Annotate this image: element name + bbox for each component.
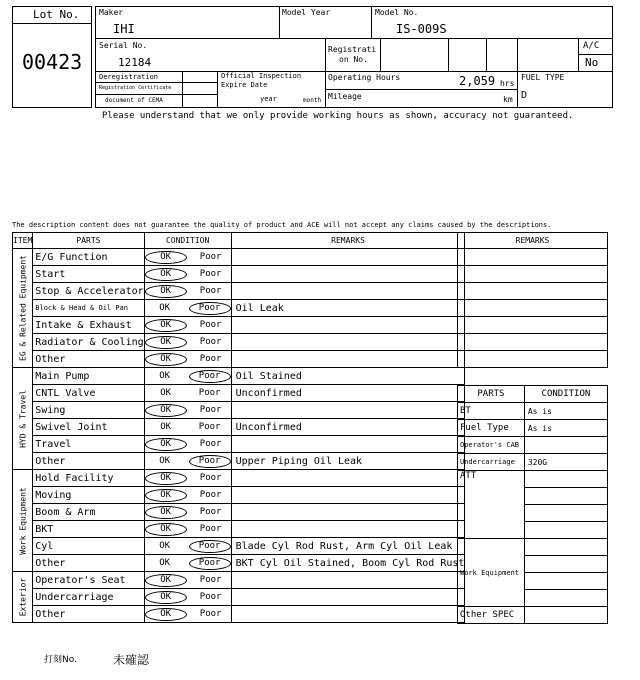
table-row bbox=[13, 300, 465, 317]
registration-certificate-label: Registration Certificate bbox=[99, 85, 172, 91]
operating-hours-label: Operating Hours bbox=[328, 73, 401, 82]
remark-cell bbox=[231, 470, 465, 487]
deregistration-label: Deregistration bbox=[99, 73, 159, 81]
parts-row bbox=[458, 471, 608, 488]
part-name: Radiator & Cooling bbox=[33, 334, 144, 351]
maker-label: Maker bbox=[99, 8, 124, 17]
condition-cell bbox=[144, 300, 231, 317]
condition-cell bbox=[144, 606, 231, 623]
table-row bbox=[13, 487, 465, 504]
parts-value-cell bbox=[524, 573, 607, 590]
ok-option: OK bbox=[145, 268, 187, 281]
remark-cell bbox=[231, 317, 465, 334]
table-row bbox=[13, 470, 465, 487]
poor-option: Poor bbox=[199, 472, 222, 483]
ok-option: OK bbox=[145, 336, 187, 349]
part-name: CNTL Valve bbox=[33, 385, 144, 402]
lot-no: 00423 bbox=[22, 50, 83, 74]
ok-option: OK bbox=[159, 540, 171, 551]
parts-value-cell bbox=[524, 488, 607, 505]
parts-row bbox=[458, 454, 608, 471]
condition-cell bbox=[144, 504, 231, 521]
poor-option: Poor bbox=[199, 506, 222, 517]
part-name: Swing bbox=[33, 402, 144, 419]
side-remarks-header: REMARKS bbox=[458, 233, 608, 249]
remark-cell bbox=[231, 402, 465, 419]
side-remark-cell bbox=[458, 300, 608, 317]
model-no-label: Model No. bbox=[375, 8, 419, 17]
poor-option: Poor bbox=[199, 336, 222, 347]
poor-option: Poor bbox=[199, 285, 222, 296]
remark-cell bbox=[231, 521, 465, 538]
part-name: Boom & Arm bbox=[33, 504, 144, 521]
ok-option: OK bbox=[145, 608, 187, 621]
model-year-label: Model Year bbox=[282, 8, 331, 17]
condition-cell bbox=[144, 402, 231, 419]
table-row bbox=[13, 555, 465, 572]
poor-option: Poor bbox=[199, 404, 222, 415]
parts-col-header: PARTS bbox=[458, 386, 525, 403]
side-remark-row bbox=[458, 266, 608, 283]
condition-cell bbox=[144, 334, 231, 351]
condition-cell bbox=[144, 470, 231, 487]
fuel-type-label: FUEL TYPE bbox=[521, 73, 565, 82]
att-label: ATT bbox=[458, 471, 525, 539]
ac-label: A/C bbox=[583, 41, 600, 51]
description-notice: The description content does not guarantee the quality of product and ACE will not accept any claims caused by the descriptions. bbox=[12, 221, 552, 229]
poor-option: Poor bbox=[199, 574, 222, 585]
side-remarks-table bbox=[457, 232, 608, 368]
part-name: Start bbox=[33, 266, 144, 283]
ok-option: OK bbox=[160, 388, 172, 398]
parts-value-cell bbox=[524, 539, 607, 556]
table-row bbox=[13, 402, 465, 419]
condition-cell bbox=[144, 555, 231, 572]
poor-option: Poor bbox=[199, 353, 222, 364]
ok-option: OK bbox=[159, 455, 171, 466]
part-name: Stop & Accelerator bbox=[33, 283, 144, 300]
condition-table bbox=[12, 232, 465, 623]
table-row bbox=[13, 368, 465, 385]
side-remark-row bbox=[458, 249, 608, 266]
condition-cell bbox=[144, 521, 231, 538]
item-group-label: HYD & Travel bbox=[18, 389, 28, 448]
ok-option: OK bbox=[145, 472, 187, 485]
part-name: Other bbox=[33, 555, 144, 572]
ok-option: OK bbox=[145, 489, 187, 502]
remark-cell: Oil Leak bbox=[231, 300, 465, 317]
side-remark-cell bbox=[458, 249, 608, 266]
parts-value-cell bbox=[524, 471, 607, 488]
remark-cell bbox=[231, 436, 465, 453]
document-cema-label: document of CEMA bbox=[105, 97, 163, 104]
remark-cell bbox=[231, 249, 465, 266]
ok-option: OK bbox=[145, 574, 187, 587]
item-group-cell bbox=[13, 368, 33, 470]
remark-cell: Unconfirmed bbox=[231, 419, 465, 436]
part-name: Intake & Exhaust bbox=[33, 317, 144, 334]
parts-row-part: Operator's CAB bbox=[458, 437, 525, 454]
condition-cell bbox=[144, 419, 231, 436]
table-row bbox=[13, 351, 465, 368]
condition-cell bbox=[144, 487, 231, 504]
part-name: Hold Facility bbox=[33, 470, 144, 487]
ok-option: OK bbox=[145, 251, 187, 264]
model-no-value: IS-009S bbox=[396, 22, 447, 36]
parts-condition-table bbox=[457, 385, 608, 624]
table-row bbox=[13, 521, 465, 538]
condition-cell bbox=[144, 368, 231, 385]
poor-option: Poor bbox=[198, 422, 221, 432]
remarks-header: REMARKS bbox=[231, 233, 465, 249]
condition-col-header: CONDITION bbox=[524, 386, 607, 403]
table-row bbox=[13, 266, 465, 283]
poor-option: Poor bbox=[189, 370, 231, 383]
km-unit: km bbox=[503, 95, 513, 104]
fuel-type-value: D bbox=[521, 90, 528, 101]
parts-row-part: Undercarriage bbox=[458, 454, 525, 471]
poor-option: Poor bbox=[199, 251, 222, 262]
month-label: month bbox=[303, 97, 322, 104]
other-spec-label: Other SPEC bbox=[458, 607, 525, 624]
remark-cell bbox=[231, 283, 465, 300]
side-remark-row bbox=[458, 283, 608, 300]
condition-cell bbox=[144, 283, 231, 300]
ok-option: OK bbox=[159, 302, 171, 313]
stamp-no-label: 打刻No. bbox=[44, 655, 77, 665]
condition-cell bbox=[144, 385, 231, 402]
item-header: ITEM bbox=[13, 233, 33, 249]
remark-cell: Upper Piping Oil Leak bbox=[231, 453, 465, 470]
condition-cell bbox=[144, 351, 231, 368]
ok-option: OK bbox=[159, 557, 171, 568]
ok-option: OK bbox=[145, 285, 187, 298]
ac-value: No bbox=[585, 56, 599, 69]
table-row bbox=[13, 538, 465, 555]
table-row bbox=[13, 453, 465, 470]
parts-row-part: Fuel Type bbox=[458, 420, 525, 437]
poor-option: Poor bbox=[189, 540, 231, 553]
operating-hours-value: 2,059 bbox=[459, 74, 496, 88]
condition-cell bbox=[144, 538, 231, 555]
remark-cell: Unconfirmed bbox=[231, 385, 465, 402]
poor-option: Poor bbox=[199, 438, 222, 449]
remark-cell bbox=[231, 351, 465, 368]
ok-option: OK bbox=[145, 523, 187, 536]
poor-option: Poor bbox=[189, 557, 231, 570]
side-remark-row bbox=[458, 351, 608, 368]
lot-no-label: Lot No. bbox=[33, 8, 80, 21]
ok-option: OK bbox=[145, 353, 187, 366]
remark-cell bbox=[231, 572, 465, 589]
remark-cell bbox=[231, 487, 465, 504]
maker-value: IHI bbox=[113, 22, 135, 36]
official-inspection-label-1: Official Inspection bbox=[221, 72, 302, 80]
ok-option: OK bbox=[145, 438, 187, 451]
condition-cell bbox=[144, 572, 231, 589]
mileage-label: Mileage bbox=[328, 92, 362, 101]
part-name: Cyl bbox=[33, 538, 144, 555]
registration-label-2: on No. bbox=[339, 55, 368, 64]
side-remark-cell bbox=[458, 317, 608, 334]
item-group-cell bbox=[13, 572, 33, 623]
hrs-unit: hrs bbox=[500, 79, 515, 88]
remark-cell: Blade Cyl Rod Rust, Arm Cyl Oil Leak bbox=[231, 538, 465, 555]
ok-option: OK bbox=[145, 506, 187, 519]
parts-value-cell bbox=[524, 607, 607, 624]
part-name: Block & Head & Oil Pan bbox=[33, 300, 144, 317]
poor-option: Poor bbox=[189, 302, 231, 315]
work-equipment-label: Work Equipment bbox=[458, 539, 525, 607]
table-row bbox=[13, 436, 465, 453]
serial-no-value: 12184 bbox=[118, 56, 152, 69]
ok-option: OK bbox=[159, 370, 171, 381]
remark-cell bbox=[231, 334, 465, 351]
remark-cell: BKT Cyl Oil Stained, Boom Cyl Rod Rust bbox=[231, 555, 465, 572]
remark-cell bbox=[231, 266, 465, 283]
remark-cell bbox=[231, 504, 465, 521]
part-name: E/G Function bbox=[33, 249, 144, 266]
poor-option: Poor bbox=[199, 523, 222, 534]
ok-option: OK bbox=[145, 591, 187, 604]
parts-value-cell bbox=[524, 505, 607, 522]
part-name: Moving bbox=[33, 487, 144, 504]
condition-cell bbox=[144, 249, 231, 266]
stamp-no-value: 未確認 bbox=[113, 653, 150, 667]
part-name: BKT bbox=[33, 521, 144, 538]
item-group-label: Exterior bbox=[18, 577, 28, 617]
poor-option: Poor bbox=[199, 319, 222, 330]
poor-option: Poor bbox=[198, 388, 221, 398]
registration-label-1: Registrati bbox=[328, 45, 377, 54]
parts-row bbox=[458, 420, 608, 437]
parts-row bbox=[458, 539, 608, 556]
poor-option: Poor bbox=[199, 268, 222, 279]
side-remark-row bbox=[458, 300, 608, 317]
parts-value-cell bbox=[524, 522, 607, 539]
hours-notice: Please understand that we only provide working hours as shown, accuracy not guaranteed. bbox=[102, 111, 574, 121]
condition-cell bbox=[144, 266, 231, 283]
poor-option: Poor bbox=[199, 489, 222, 500]
table-row bbox=[13, 249, 465, 266]
parts-row bbox=[458, 437, 608, 454]
parts-row-condition: 320G bbox=[524, 454, 607, 471]
official-inspection-label-2: Expire Date bbox=[221, 81, 268, 89]
table-row bbox=[13, 334, 465, 351]
part-name: Operator's Seat bbox=[33, 572, 144, 589]
parts-row bbox=[458, 403, 608, 420]
part-name: Main Pump bbox=[33, 368, 144, 385]
condition-cell bbox=[144, 589, 231, 606]
parts-row-condition: As is bbox=[524, 403, 607, 420]
condition-cell bbox=[144, 317, 231, 334]
ok-option: OK bbox=[145, 319, 187, 332]
ok-option: OK bbox=[160, 422, 172, 432]
table-row bbox=[13, 589, 465, 606]
condition-cell bbox=[144, 453, 231, 470]
ok-option: OK bbox=[145, 404, 187, 417]
table-row bbox=[13, 572, 465, 589]
side-remark-cell bbox=[458, 351, 608, 368]
table-row bbox=[13, 283, 465, 300]
remark-cell bbox=[231, 606, 465, 623]
side-remark-cell bbox=[458, 266, 608, 283]
item-group-label: EG & Related Equipment bbox=[18, 255, 28, 361]
part-name: Undercarriage bbox=[33, 589, 144, 606]
condition-header: CONDITION bbox=[144, 233, 231, 249]
parts-value-cell bbox=[524, 590, 607, 607]
table-row bbox=[13, 317, 465, 334]
serial-no-label: Serial No. bbox=[99, 41, 148, 50]
item-group-cell bbox=[13, 470, 33, 572]
part-name: Travel bbox=[33, 436, 144, 453]
part-name: Other bbox=[33, 351, 144, 368]
parts-row-condition: As is bbox=[524, 420, 607, 437]
parts-row bbox=[458, 607, 608, 624]
poor-option: Poor bbox=[199, 608, 222, 619]
part-name: Other bbox=[33, 606, 144, 623]
side-remark-row bbox=[458, 317, 608, 334]
remark-cell: Oil Stained bbox=[231, 368, 465, 385]
item-group-cell bbox=[13, 249, 33, 368]
year-label: year bbox=[260, 95, 277, 103]
table-row bbox=[13, 606, 465, 623]
parts-value-cell bbox=[524, 556, 607, 573]
parts-row-condition bbox=[524, 437, 607, 454]
table-row bbox=[13, 419, 465, 436]
side-remark-cell bbox=[458, 283, 608, 300]
parts-header: PARTS bbox=[33, 233, 144, 249]
side-remark-cell bbox=[458, 334, 608, 351]
condition-cell bbox=[144, 436, 231, 453]
remark-cell bbox=[231, 589, 465, 606]
table-row bbox=[13, 504, 465, 521]
part-name: Swivel Joint bbox=[33, 419, 144, 436]
table-row bbox=[13, 385, 465, 402]
side-remark-row bbox=[458, 334, 608, 351]
item-group-label: Work Equipment bbox=[18, 486, 28, 555]
parts-row-part: BT bbox=[458, 403, 525, 420]
part-name: Other bbox=[33, 453, 144, 470]
poor-option: Poor bbox=[199, 591, 222, 602]
poor-option: Poor bbox=[189, 455, 231, 468]
